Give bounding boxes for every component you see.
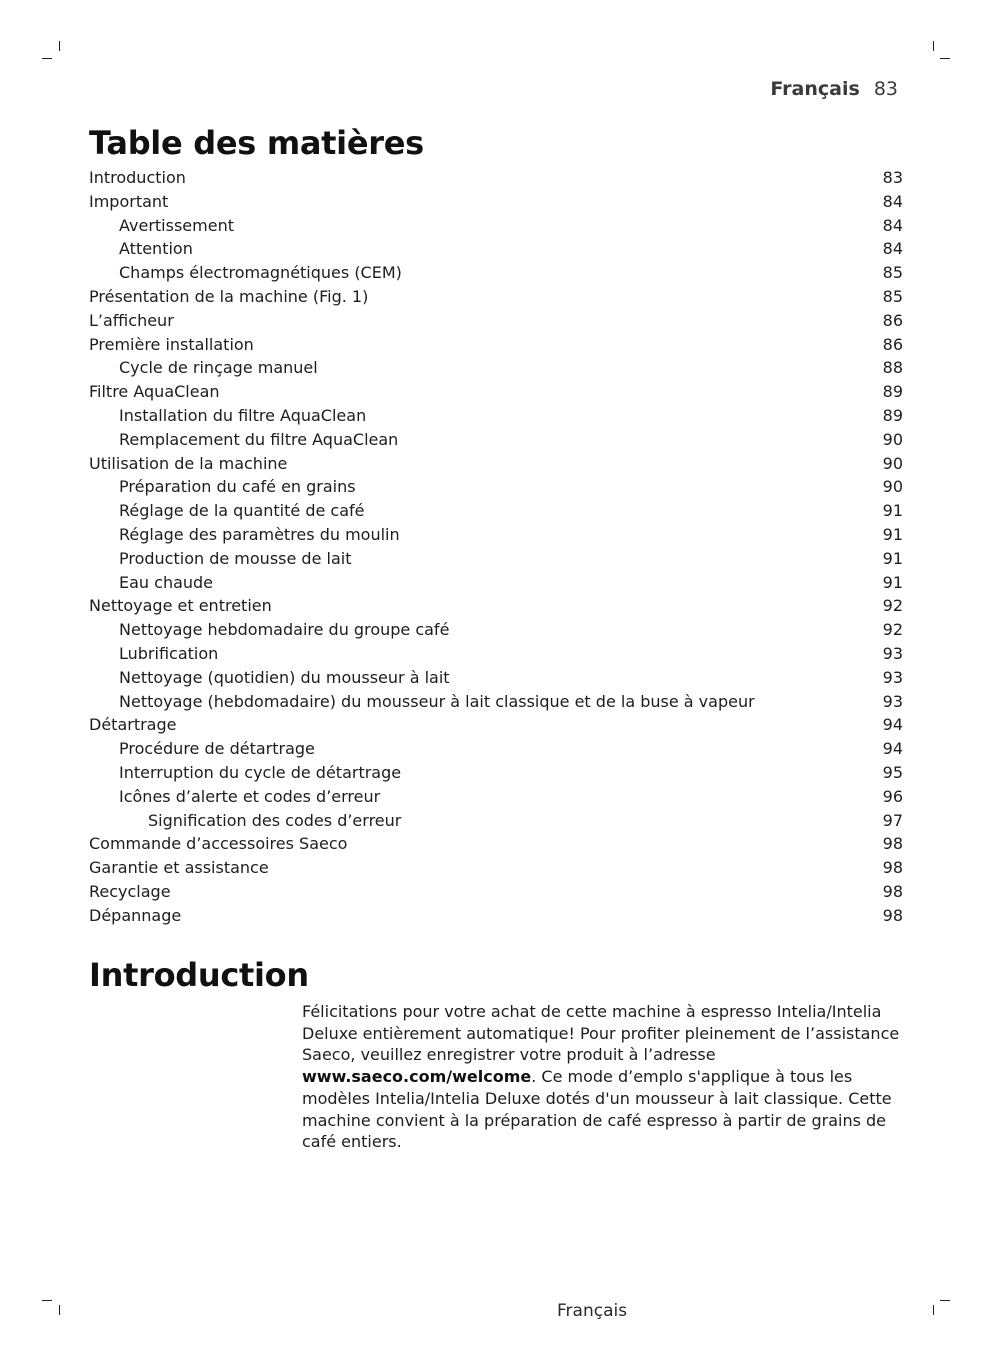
toc-entry-label: Garantie et assistance [89, 858, 269, 878]
toc-entry[interactable] [89, 856, 903, 880]
toc-entry[interactable] [89, 904, 903, 928]
toc-entry[interactable] [89, 356, 903, 380]
toc-entry-page: 88 [882, 358, 903, 378]
toc-entry-label: Réglage de la quantité de café [119, 501, 365, 521]
toc-entry-label: Réglage des paramètres du moulin [119, 524, 400, 544]
toc-entry-label: Champs électromagnétiques (CEM) [119, 263, 402, 283]
toc-entry-page: 90 [882, 453, 903, 473]
toc-entry-label: Introduction [89, 168, 186, 187]
header-page-number: 83 [873, 78, 898, 100]
toc-entry[interactable] [89, 547, 903, 571]
toc-entry-page: 93 [882, 691, 903, 711]
toc-entry-page: 86 [882, 310, 903, 330]
toc-entry-page: 91 [882, 572, 903, 592]
introduction-paragraph [302, 1001, 907, 1153]
toc-entry-label: Interruption du cycle de détartrage [119, 762, 402, 782]
toc-entry-page: 91 [882, 501, 903, 521]
toc-entry-page: 91 [882, 548, 903, 568]
toc-entry[interactable] [89, 452, 903, 476]
intro-text-after-url: . Ce mode d’emplo s'applique à tous les modèles Intelia/Intelia Deluxe dotés d'un mousseur à lait classique. Cette machine convient à la préparation de café espresso à partir de grains de café entiers. [302, 1067, 892, 1152]
toc-entry[interactable] [89, 333, 903, 357]
toc-entry-label: Attention [119, 239, 193, 259]
toc-entry-page: 97 [882, 810, 903, 830]
toc-entry-page: 89 [882, 405, 903, 425]
toc-entry-label: Remplacement du filtre AquaClean [119, 429, 399, 449]
toc-entry-label: Nettoyage et entretien [89, 596, 272, 616]
toc-entry[interactable] [89, 285, 903, 309]
toc-entry-page: 84 [882, 215, 903, 235]
toc-entry-page: 98 [882, 858, 903, 878]
header-language: Français [770, 78, 860, 100]
toc-entry-label: Filtre AquaClean [89, 382, 220, 402]
toc-title: Table des matières [89, 124, 424, 162]
toc-entry[interactable] [89, 166, 903, 190]
toc-entry-page: 98 [882, 905, 903, 925]
toc-entry-label: Nettoyage hebdomadaire du groupe café [119, 620, 450, 640]
toc-entry-page: 84 [882, 191, 903, 211]
toc-entry-page: 86 [882, 334, 903, 354]
footer-language: Français [557, 1301, 628, 1321]
toc-entry-label: Dépannage [89, 905, 182, 925]
toc-entry-page: 83 [882, 168, 903, 187]
toc-entry[interactable] [89, 785, 903, 809]
toc-entry[interactable] [89, 261, 903, 285]
toc-entry-page: 98 [882, 881, 903, 901]
toc-entry[interactable] [89, 713, 903, 737]
toc-entry-label: Recyclage [89, 881, 171, 901]
crop-mark-bottom-left-v [59, 1305, 60, 1315]
toc-entry-label: Installation du filtre AquaClean [119, 405, 367, 425]
toc-entry-label: Utilisation de la machine [89, 453, 288, 473]
toc-entry[interactable] [89, 666, 903, 690]
toc-entry[interactable] [89, 190, 903, 214]
toc-entry-page: 93 [882, 667, 903, 687]
toc-entry-label: Procédure de détartrage [119, 739, 315, 759]
toc-entry-label: Préparation du café en grains [119, 477, 356, 497]
crop-mark-top-left-h [42, 58, 52, 59]
toc-entry[interactable] [89, 214, 903, 238]
toc-entry-label: Avertissement [119, 215, 234, 235]
toc-entry-label: Signification des codes d’erreur [148, 810, 402, 830]
toc-entry-label: Nettoyage (hebdomadaire) du mousseur à lait classique et de la buse à vapeur [119, 691, 755, 711]
toc-entry-label: Présentation de la machine (Fig. 1) [89, 286, 369, 306]
crop-mark-top-right-v [933, 41, 934, 51]
toc-entry[interactable] [89, 737, 903, 761]
toc-entry-label: L’afficheur [89, 310, 174, 330]
toc-entry-page: 93 [882, 643, 903, 663]
toc-entry-label: Important [89, 191, 169, 211]
toc-entry-label: Détartrage [89, 715, 177, 735]
toc-entry-page: 94 [882, 715, 903, 735]
toc-entry[interactable] [89, 690, 903, 714]
toc-entry[interactable] [89, 309, 903, 333]
toc-entry[interactable] [89, 642, 903, 666]
toc-entry-page: 94 [882, 739, 903, 759]
toc-entry-label: Lubrification [119, 643, 219, 663]
toc-entry-page: 95 [882, 762, 903, 782]
crop-mark-bottom-right-v [933, 1305, 934, 1315]
toc-entry-label: Commande d’accessoires Saeco [89, 834, 348, 854]
toc-entry[interactable] [89, 499, 903, 523]
intro-url-link[interactable]: www.saeco.com/welcome [302, 1067, 532, 1087]
toc-entry-page: 85 [882, 286, 903, 306]
introduction-title: Introduction [89, 956, 309, 994]
toc-entry[interactable] [89, 380, 903, 404]
toc-entry-label: Icônes d’alerte et codes d’erreur [119, 786, 381, 806]
toc-entry[interactable] [89, 571, 903, 595]
toc-entry-label: Production de mousse de lait [119, 548, 352, 568]
toc-entry-page: 89 [882, 382, 903, 402]
toc-entry-page: 91 [882, 524, 903, 544]
toc-entry-label: Première installation [89, 334, 254, 354]
crop-mark-bottom-right-h [940, 1300, 950, 1301]
toc-entry-page: 92 [882, 596, 903, 616]
toc-entry[interactable] [89, 237, 903, 261]
toc-entry-label: Eau chaude [119, 572, 214, 592]
table-of-contents [89, 166, 903, 928]
toc-entry[interactable] [89, 428, 903, 452]
toc-entry-page: 98 [882, 834, 903, 854]
toc-entry-page: 85 [882, 263, 903, 283]
toc-entry[interactable] [89, 809, 903, 833]
toc-entry-page: 84 [882, 239, 903, 259]
intro-text-before-url: Félicitations pour votre achat de cette machine à espresso Intelia/Intelia Deluxe entièrement automatique! Pour profiter pleinement de l’assistance Saeco, veuillez enregistrer votre produit à l’adresse [302, 1002, 900, 1065]
crop-mark-top-right-h [940, 58, 950, 59]
crop-mark-bottom-left-h [42, 1300, 52, 1301]
toc-entry[interactable] [89, 832, 903, 856]
toc-entry[interactable] [89, 618, 903, 642]
running-header [0, 78, 898, 100]
toc-entry-page: 96 [882, 786, 903, 806]
toc-entry-label: Cycle de rinçage manuel [119, 358, 318, 378]
toc-entry-page: 92 [882, 620, 903, 640]
toc-entry[interactable] [89, 475, 903, 499]
toc-entry[interactable] [89, 404, 903, 428]
toc-entry[interactable] [89, 880, 903, 904]
toc-entry[interactable] [89, 523, 903, 547]
crop-mark-top-left-v [59, 41, 60, 51]
toc-entry-page: 90 [882, 477, 903, 497]
toc-entry[interactable] [89, 594, 903, 618]
toc-entry[interactable] [89, 761, 903, 785]
toc-entry-page: 90 [882, 429, 903, 449]
toc-entry-label: Nettoyage (quotidien) du mousseur à lait [119, 667, 450, 687]
